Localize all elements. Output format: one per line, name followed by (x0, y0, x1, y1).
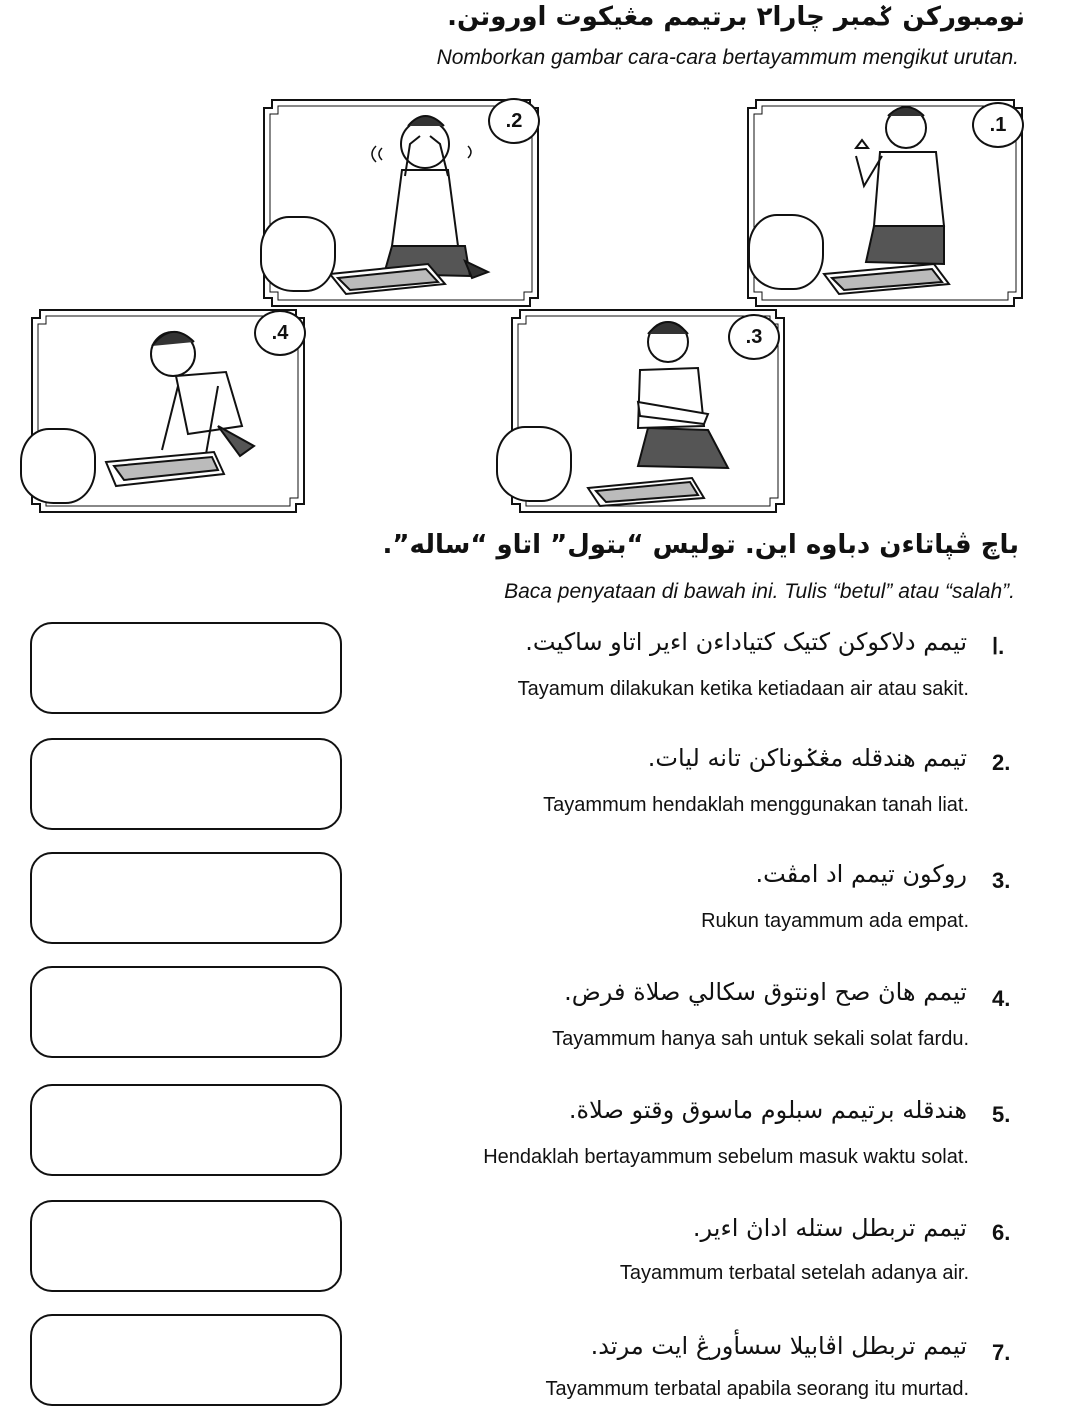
statement-rumi-7: Tayammum terbatal apabila seorang itu murtad. (545, 1378, 969, 1400)
answer-box-5[interactable] (30, 1084, 342, 1176)
picture-number-3: .3 (728, 314, 780, 360)
statement-rumi-5: Hendaklah bertayammum sebelum masuk waktu solat. (483, 1146, 969, 1168)
statement-jawi-6: تيمم تربطل ستله اداڽ اءير. (692, 1214, 967, 1242)
picture-number-4: .4 (254, 310, 306, 356)
answer-blob-3[interactable] (496, 426, 572, 502)
figure-intention (824, 107, 949, 294)
answer-blob-4[interactable] (20, 428, 96, 504)
answer-box-7[interactable] (30, 1314, 342, 1406)
answer-box-6[interactable] (30, 1200, 342, 1292)
section2-title-rumi: Baca penyataan di bawah ini. Tulis “betul” atau “salah”. (504, 580, 1015, 603)
answer-box-3[interactable] (30, 852, 342, 944)
answer-blob-2[interactable] (260, 216, 336, 292)
section1-title-jawi: نومبورکن ݢمبر چارا٢ برتيمم مڠيکوت اوروتن. (447, 2, 1025, 32)
statement-number-5: 5. (992, 1102, 1011, 1127)
statement-jawi-4: تيمم هاڽ صح اونتوق سکالي صلاة فرض. (564, 978, 967, 1006)
statement-rumi-2: Tayammum hendaklah menggunakan tanah liat. (543, 794, 969, 816)
statement-rumi-6: Tayammum terbatal setelah adanya air. (619, 1262, 969, 1284)
statement-jawi-3: روکون تيمم اد امڤت. (755, 860, 967, 888)
figure-wiping-arms (588, 322, 728, 506)
statement-rumi-4: Tayammum hanya sah untuk sekali solat fardu. (552, 1028, 969, 1050)
statement-number-1: ا. (992, 634, 1005, 659)
figure-patting-dust (106, 332, 254, 486)
answer-box-2[interactable] (30, 738, 342, 830)
picture-frame-2 (260, 96, 542, 310)
statement-jawi-7: تيمم تربطل اڤابيلا سسأورڠ ايت مرتد. (590, 1332, 967, 1360)
statement-number-7: 7. (992, 1340, 1011, 1365)
statement-number-2: 2. (992, 750, 1011, 775)
statement-jawi-5: هندقله برتيمم سبلوم ماسوق وقتو صلاة. (568, 1096, 967, 1124)
statement-rumi-3: Rukun tayammum ada empat. (701, 910, 969, 932)
picture-frame-3 (508, 306, 788, 516)
statement-jawi-1: تيمم دلاکوکن کتيک کتياداءن اءير اتاو ساکيت. (525, 628, 967, 656)
answer-blob-1[interactable] (748, 214, 824, 290)
picture-frame-1 (744, 96, 1026, 310)
statement-number-6: 6. (992, 1220, 1011, 1245)
answer-box-4[interactable] (30, 966, 342, 1058)
picture-number-1: .1 (972, 102, 1024, 148)
figure-wiping-face (330, 116, 488, 294)
statement-number-4: 4. (992, 986, 1011, 1011)
section2-title-jawi: باچ ڤڽاتاءن دباوه اين. توليس “بتول” اتاو “ساله”. (382, 530, 1019, 560)
picture-frame-4 (28, 306, 308, 516)
answer-box-1[interactable] (30, 622, 342, 714)
picture-number-2: .2 (488, 98, 540, 144)
statement-jawi-2: تيمم هندقله مڠݢوناکن تانه ليات. (647, 744, 967, 772)
statement-rumi-1: Tayamum dilakukan ketika ketiadaan air atau sakit. (517, 678, 969, 700)
section1-title-rumi: Nomborkan gambar cara-cara bertayammum mengikut urutan. (436, 46, 1019, 69)
statement-number-3: 3. (992, 868, 1011, 893)
